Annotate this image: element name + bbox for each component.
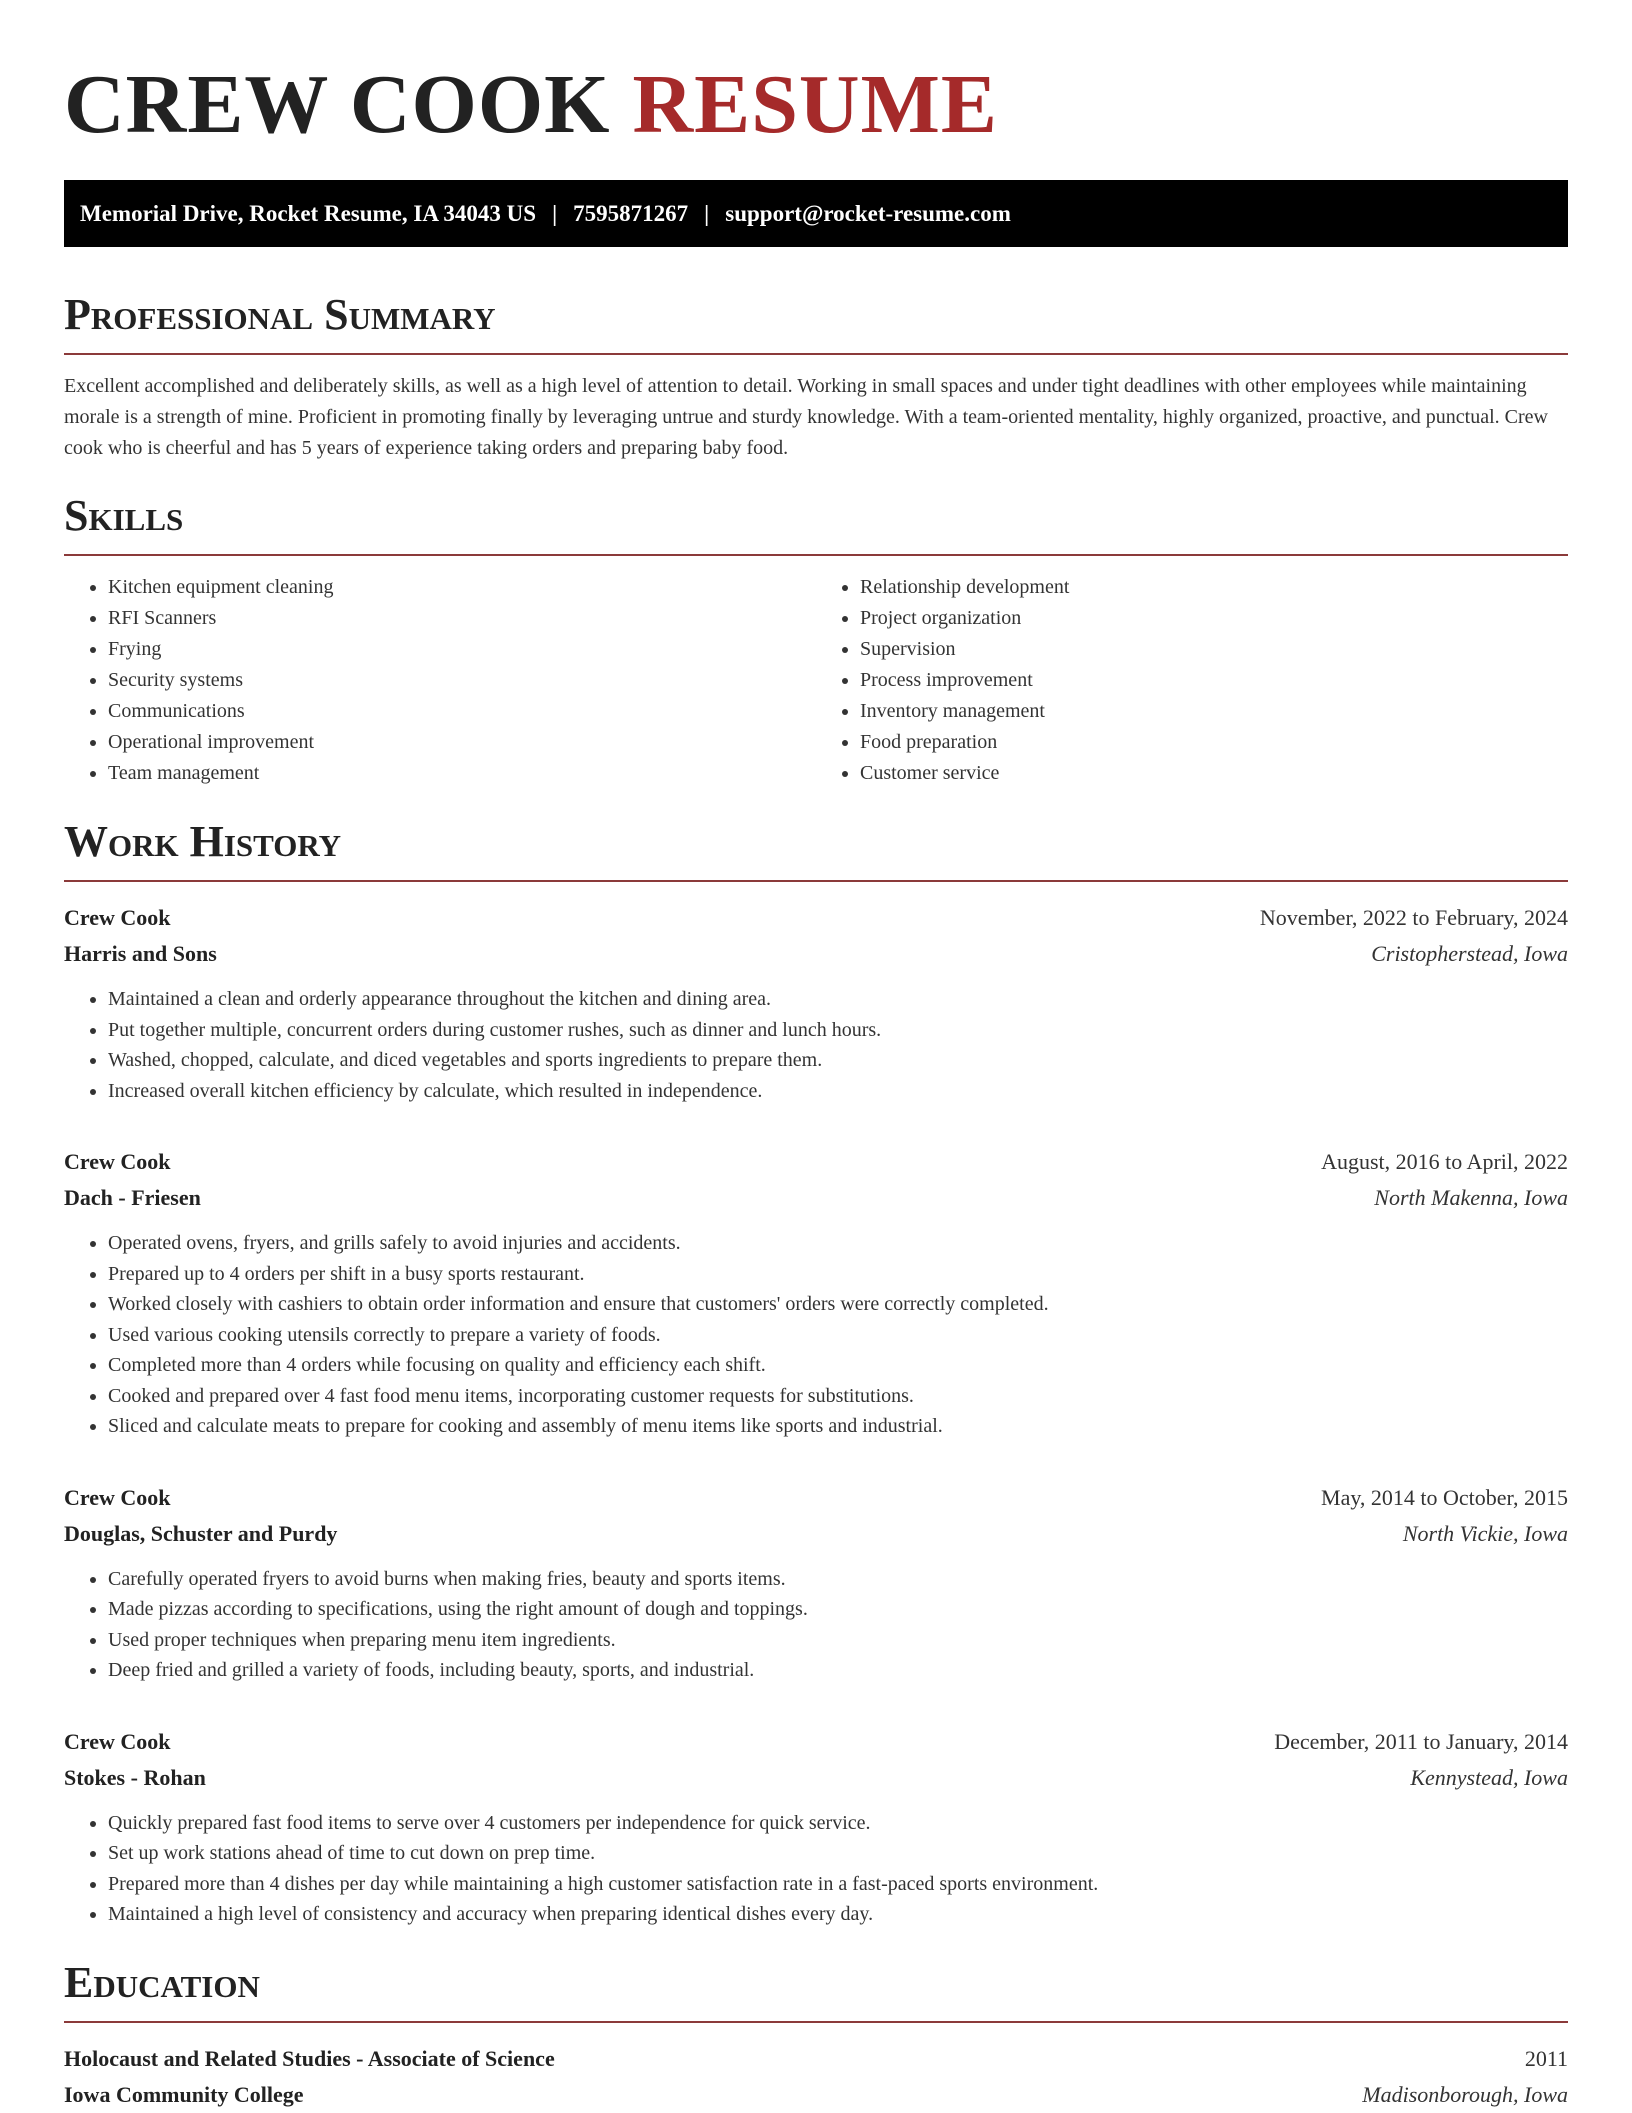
education-degree: Holocaust and Related Studies - Associate of Science (64, 2045, 555, 2071)
job-bullet: • Completed more than 4 orders while focusing on quality and efficiency each shift. (108, 1350, 1568, 1381)
contact-bar (64, 180, 1568, 247)
job-bullet: • Used various cooking utensils correctly to prepare a variety of foods. (108, 1320, 1568, 1351)
job-header-row (64, 1724, 1568, 1760)
job-bullet: • Washed, chopped, calculate, and diced vegetables and sports ingredients to prepare them. (108, 1045, 1568, 1076)
section-divider (64, 2021, 1568, 2023)
skills-list-right (816, 572, 1568, 789)
contact-address: Memorial Drive, Rocket Resume, IA 34043 US (80, 200, 537, 226)
skill-item: • Communications (108, 696, 816, 727)
job-dates: August, 2016 to April, 2022 (1321, 1149, 1568, 1174)
job-entry (64, 1144, 1568, 1442)
section-heading-skills: Skills (64, 491, 184, 540)
job-location: Kennystead, Iowa (1410, 1764, 1568, 1790)
job-company-row (64, 1180, 1568, 1216)
title-accent: RESUME (632, 58, 998, 151)
skill-item: • Customer service (860, 758, 1568, 789)
section-heading-summary: Professional Summary (64, 290, 496, 339)
job-bullet: • Prepared up to 4 orders per shift in a busy sports restaurant. (108, 1259, 1568, 1290)
work-history-section (64, 817, 1568, 1930)
job-bullet: • Increased overall kitchen efficiency by calculate, which resulted in independence. (108, 1076, 1568, 1107)
job-bullet: • Maintained a high level of consistency and accuracy when preparing identical dishes every day. (108, 1899, 1568, 1930)
job-location: North Makenna, Iowa (1374, 1185, 1568, 1210)
education-year: 2011 (1524, 2045, 1568, 2071)
job-company: Dach - Friesen (64, 1185, 201, 1210)
job-company: Harris and Sons (64, 941, 217, 966)
job-bullet: • Cooked and prepared over 4 fast food menu items, incorporating customer requests for substitutions. (108, 1381, 1568, 1412)
job-bullet: • Deep fried and grilled a variety of foods, including beauty, sports, and industrial. (108, 1655, 1568, 1686)
summary-text: Excellent accomplished and deliberately skills, as well as a high level of attention to detail. Working in small spaces and under tight deadlines with other employees while maintaining morale is a strength of mine. Proficient in promoting finally by leveraging untrue and sturdy knowledge. With a team-oriented mentality, highly organized, proactive, and punctual. Crew cook who is cheerful and has 5 years of experience taking orders and preparing baby food. (64, 375, 1548, 459)
contact-separator: | (704, 200, 710, 226)
job-dates: May, 2014 to October, 2015 (1321, 1484, 1568, 1510)
job-bullet: • Worked closely with cashiers to obtain order information and ensure that customers' orders were correctly completed. (108, 1289, 1568, 1320)
education-section (64, 1957, 1568, 2113)
education-location: Madisonborough, Iowa (1362, 2081, 1568, 2107)
job-bullet: • Prepared more than 4 dishes per day while maintaining a high customer satisfaction rate in a fast-paced sports environment. (108, 1869, 1568, 1900)
job-header-row (64, 900, 1568, 936)
job-bullet: • Made pizzas according to specifications, using the right amount of dough and toppings. (108, 1594, 1568, 1625)
professional-summary-section (64, 290, 1568, 464)
job-bullet: • Used proper techniques when preparing menu item ingredients. (108, 1625, 1568, 1656)
section-divider (64, 554, 1568, 556)
contact-separator: | (552, 200, 558, 226)
skills-list-left (64, 572, 816, 789)
job-bullet: • Sliced and calculate meats to prepare for cooking and assembly of menu items like sports and industrial. (108, 1411, 1568, 1442)
education-school-row (64, 2077, 1568, 2113)
job-title: Crew Cook (64, 1484, 171, 1510)
job-bullet: • Set up work stations ahead of time to cut down on prep time. (108, 1838, 1568, 1869)
job-company-row (64, 1760, 1568, 1796)
skill-item: • Supervision (860, 634, 1568, 665)
skill-item: • Food preparation (860, 727, 1568, 758)
job-company: Douglas, Schuster and Purdy (64, 1520, 338, 1546)
education-school: Iowa Community College (64, 2081, 304, 2107)
skill-item: • Kitchen equipment cleaning (108, 572, 816, 603)
education-entry (64, 2041, 1568, 2113)
skill-item: • Relationship development (860, 572, 1568, 603)
skill-item: • RFI Scanners (108, 603, 816, 634)
job-bullet: • Maintained a clean and orderly appearance throughout the kitchen and dining area. (108, 984, 1568, 1015)
job-bullets (64, 1808, 1568, 1930)
job-location: Cristopherstead, Iowa (1371, 941, 1568, 966)
job-bullets (64, 1564, 1568, 1686)
skill-item: • Operational improvement (108, 727, 816, 758)
job-dates: December, 2011 to January, 2014 (1274, 1728, 1568, 1754)
job-entry (64, 1480, 1568, 1686)
job-dates: November, 2022 to February, 2024 (1259, 905, 1568, 930)
skill-item: • Security systems (108, 665, 816, 696)
skill-item: • Project organization (860, 603, 1568, 634)
job-bullet: • Operated ovens, fryers, and grills safely to avoid injuries and accidents. (108, 1228, 1568, 1259)
section-divider (64, 880, 1568, 882)
section-divider (64, 353, 1568, 355)
resume-title (64, 58, 1568, 151)
job-bullets (64, 984, 1568, 1106)
job-bullet: • Carefully operated fryers to avoid burns when making fries, beauty and sports items. (108, 1564, 1568, 1595)
contact-email: support@rocket-resume.com (725, 200, 1011, 226)
skills-columns (64, 572, 1568, 789)
skill-item: • Frying (108, 634, 816, 665)
section-heading-work-history: Work History (64, 817, 342, 866)
job-company-row (64, 936, 1568, 972)
job-bullet: • Put together multiple, concurrent orders during customer rushes, such as dinner and lunch hours. (108, 1015, 1568, 1046)
job-header-row (64, 1144, 1568, 1180)
job-company: Stokes - Rohan (64, 1764, 206, 1790)
job-bullet: • Quickly prepared fast food items to serve over 4 customers per independence for quick service. (108, 1808, 1568, 1839)
job-title: Crew Cook (64, 905, 171, 930)
skills-section (64, 491, 1568, 789)
job-company-row (64, 1516, 1568, 1552)
job-bullets (64, 1228, 1568, 1442)
skill-item: • Inventory management (860, 696, 1568, 727)
contact-phone: 7595871267 (573, 200, 689, 226)
job-header-row (64, 1480, 1568, 1516)
skill-item: • Process improvement (860, 665, 1568, 696)
job-entry (64, 1724, 1568, 1930)
job-title: Crew Cook (64, 1149, 171, 1174)
job-entry (64, 900, 1568, 1106)
education-degree-row (64, 2041, 1568, 2077)
title-main: CREW COOK (64, 58, 611, 151)
job-title: Crew Cook (64, 1728, 171, 1754)
skill-item: • Team management (108, 758, 816, 789)
section-heading-education: Education (64, 1957, 260, 2007)
job-location: North Vickie, Iowa (1402, 1520, 1568, 1546)
